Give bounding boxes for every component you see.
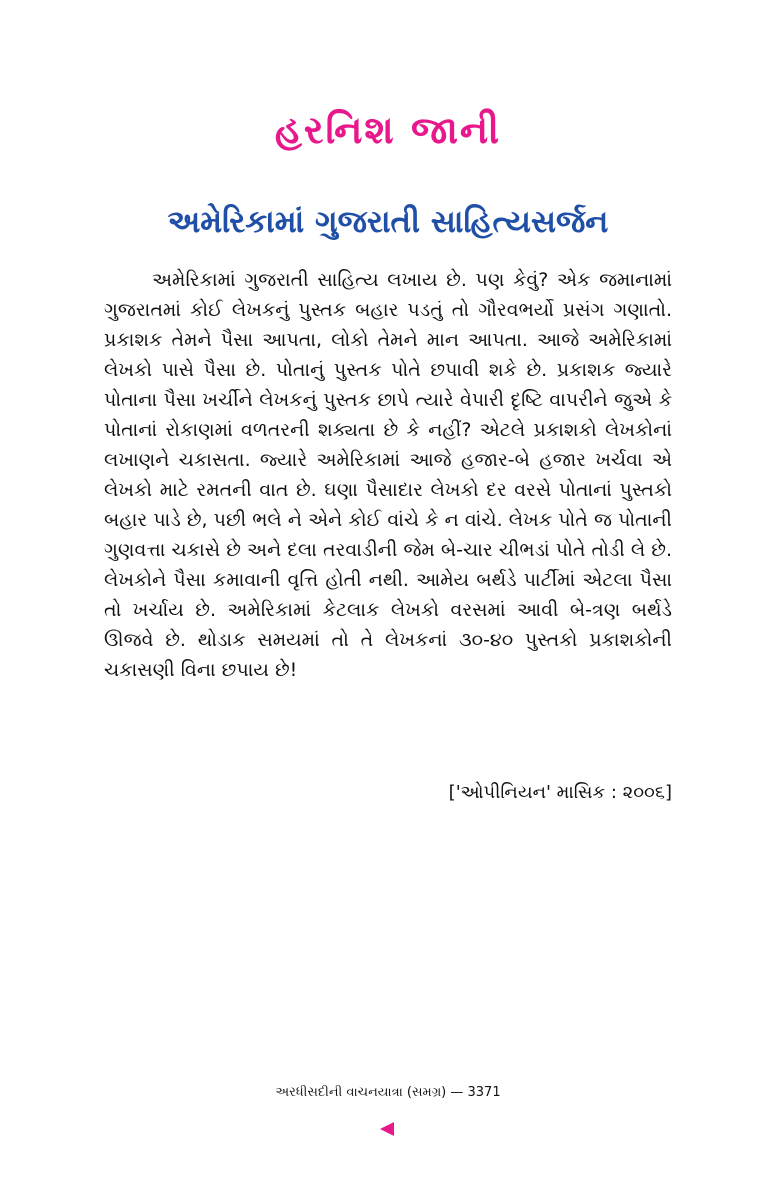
author-name: હરનિશ જાની bbox=[274, 108, 502, 152]
previous-page-arrow-icon[interactable] bbox=[380, 1122, 394, 1136]
page-footer: અરધીસદીની વાચનયાત્રા (સમગ્ર) — 3371 bbox=[275, 1085, 501, 1100]
article-title: અમેરિકામાં ગુજરાતી સાહિત્યસર્જન bbox=[167, 204, 609, 240]
article-body: અમેરિકામાં ગુજરાતી સાહિત્ય લખાય છે. પણ કેવું? એક જમાનામાં ગુજરાતમાં કોઈ લેખકનું પુસ્તક બહાર પડતું તો ગૌરવભર્યો પ્રસંગ ગણાતો. પ્રકાશક તેમને પૈસા આપતા, લોકો તેમને માન આપતા. આજે અમેરિકામાં લેખકો પાસે પૈસા છે. પોતાનું પુસ્તક પોતે છપાવી શકે છે. પ્રકાશક જ્યારે પોતાના પૈસા ખર્ચીને લેખકનું પુસ્તક છાપે ત્યારે વેપારી દૃષ્ટિ વાપરીને જુએ કે પોતાનાં રોકાણમાં વળતરની શક્યતા છે કે નહીં? એટલે પ્રકાશકો લેખકોનાં લખાણને ચકાસતા. જ્યારે અમેરિકામાં આજે હજાર-બે હજાર ખર્ચવા એ લેખકો માટે રમતની વાત છે. ઘણા પૈસાદાર લેખકો દર વરસે પોતાનાં પુસ્તકો બહાર પાડે છે, પછી ભલે ને એને કોઈ વાંચે કે ન વાંચે. લેખક પોતે જ પોતાની ગુણવત્તા ચકાસે છે અને દલા તરવાડીની જેમ બે-ચાર ચીભડાં પોતે તોડી લે છે. લેખકોને પૈસા કમાવાની વૃત્તિ હોતી નથી. આમેય બર્થડે પાર્ટીમાં એટલા પૈસા તો ખર્ચાય છે. અમેરિકામાં કેટલાક લેખકો વરસમાં આવી બે-ત્રણ બર્થડે ઊજવે છે. થોડાક સમયમાં તો તે લેખકનાં ૩૦-૪૦ પુસ્તકો પ્રકાશકોની ચકાસણી વિના છપાય છે! bbox=[104, 269, 672, 681]
source-citation: ['ઓપીનિયન' માસિક : ૨૦૦૬] bbox=[448, 782, 672, 803]
